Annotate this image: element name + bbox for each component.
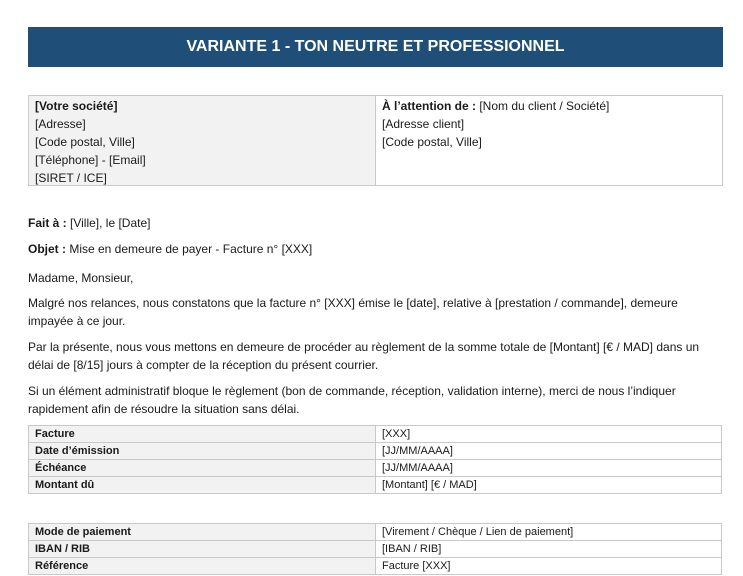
salutation: Madame, Monsieur, (28, 271, 134, 285)
table-row (29, 558, 722, 575)
reference-label: Référence (29, 558, 376, 575)
table-row (29, 524, 722, 541)
iban-label: IBAN / RIB (29, 541, 376, 558)
table-row (29, 426, 722, 443)
document-title-banner (28, 27, 723, 67)
issue-date-label: Date d’émission (29, 443, 376, 460)
sender-street: [Adresse] (35, 117, 86, 131)
fait-label: Fait à : (28, 216, 67, 230)
sender-company: [Votre société] (35, 99, 118, 113)
sender-address (29, 96, 376, 185)
due-date-label: Échéance (29, 460, 376, 477)
invoice-label: Facture (29, 426, 376, 443)
fait-value: [Ville], le [Date] (66, 216, 151, 230)
payment-mode-value: [Virement / Chèque / Lien de paiement] (376, 524, 722, 541)
table-row (29, 541, 722, 558)
paragraph-admin: Si un élément administratif bloque le règlement (bon de commande, réception, validation interne), merci de nous l’indiquer rapidement afin de résoudre la situation sans délai. (28, 384, 676, 416)
payment-mode-label: Mode de paiement (29, 524, 376, 541)
sender-siret: [SIRET / ICE] (35, 171, 107, 185)
table-row (29, 477, 722, 494)
recipient-address (376, 96, 722, 185)
amount-due-value: [Montant] [€ / MAD] (376, 477, 722, 494)
due-date-value: [JJ/MM/AAAA] (376, 460, 722, 477)
payment-details-table (28, 523, 722, 575)
invoice-value: [XXX] (376, 426, 722, 443)
document-title: VARIANTE 1 - TON NEUTRE ET PROFESSIONNEL (186, 38, 565, 55)
recipient-postal-city: [Code postal, Ville] (382, 135, 482, 149)
address-block (28, 95, 723, 186)
recipient-street: [Adresse client] (382, 117, 465, 131)
objet-label: Objet : (28, 242, 66, 256)
subject-line (28, 240, 718, 258)
paragraph-reminder: Malgré nos relances, nous constatons que la facture n° [XXX] émise le [date], relative à [prestation / commande], demeure impayée à ce jour. (28, 296, 678, 328)
objet-value: Mise en demeure de payer - Facture n° [XXX] (66, 242, 313, 256)
table-row (29, 460, 722, 477)
sender-phone-email: [Téléphone] - [Email] (35, 153, 146, 167)
invoice-details-table (28, 425, 722, 494)
recipient-attention (382, 97, 716, 115)
attention-label: À l’attention de : (382, 99, 476, 113)
iban-value: [IBAN / RIB] (376, 541, 722, 558)
sender-postal-city: [Code postal, Ville] (35, 135, 135, 149)
place-date-line (28, 214, 718, 232)
issue-date-value: [JJ/MM/AAAA] (376, 443, 722, 460)
reference-value: Facture [XXX] (376, 558, 722, 575)
attention-value: [Nom du client / Société] (476, 99, 610, 113)
paragraph-demand: Par la présente, nous vous mettons en demeure de procéder au règlement de la somme totale de [Montant] [€ / MAD] dans un délai de [8/15] jours à compter de la réception du présent courrier. (28, 340, 700, 372)
table-row (29, 443, 722, 460)
amount-due-label: Montant dû (29, 477, 376, 494)
